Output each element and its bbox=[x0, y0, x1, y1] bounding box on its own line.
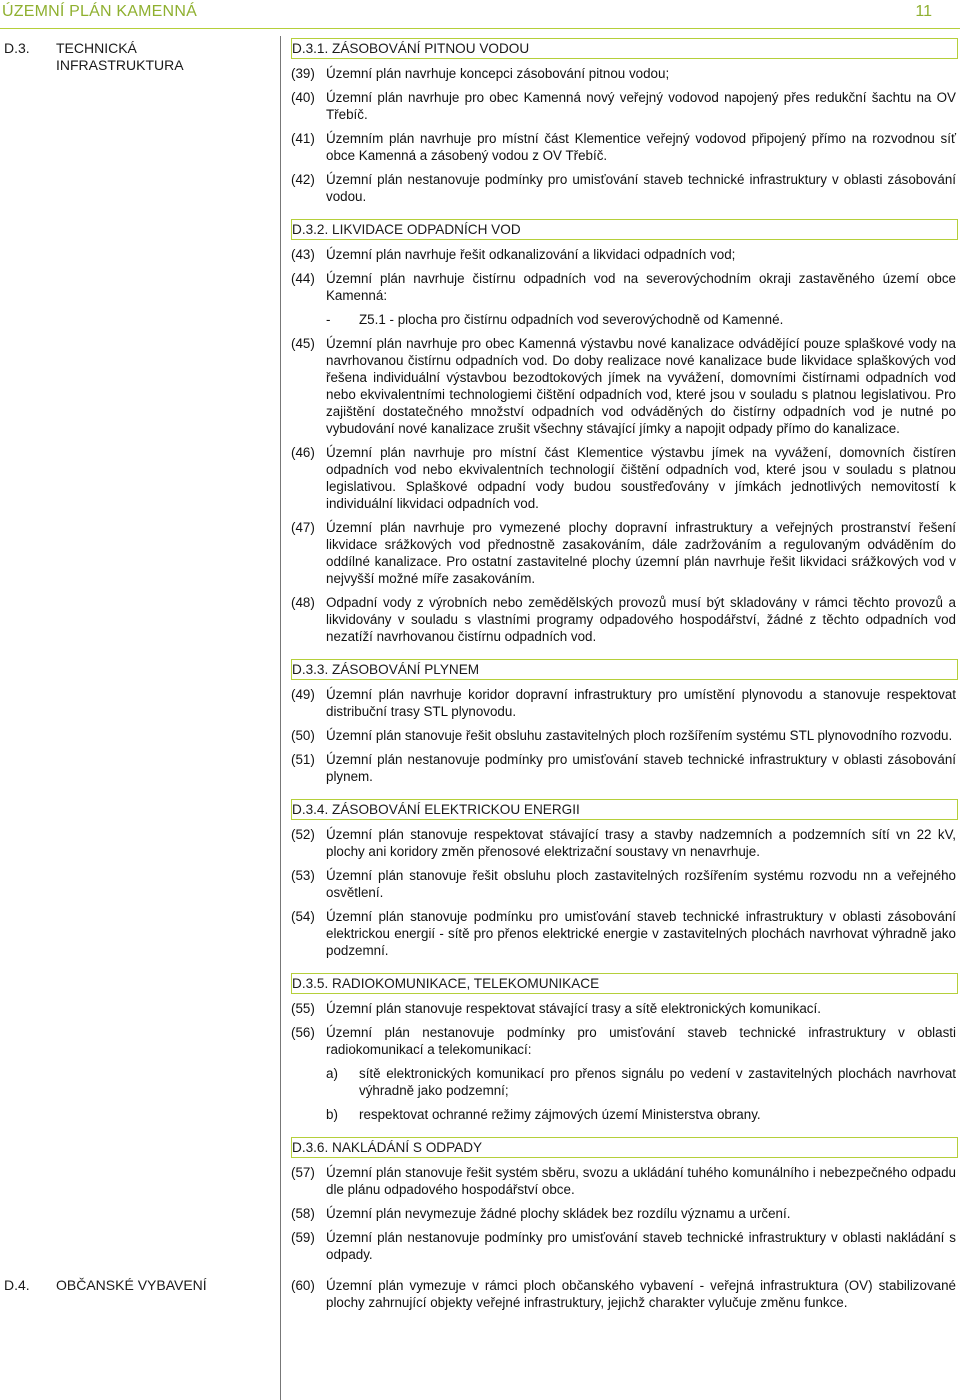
item-number: (52) bbox=[291, 827, 315, 842]
chapter-code: D.3. bbox=[4, 40, 30, 56]
side-chapter-d3 bbox=[4, 40, 266, 74]
item-number: (46) bbox=[291, 445, 315, 460]
item-text: Územním plán navrhuje pro místní část Klementice veřejný vodovod připojený přímo na rozvodnou síť obce Kamenná a zásobený vodou z OV Třebíč. bbox=[326, 131, 956, 163]
item-text: Územní plán navrhuje čistírnu odpadních vod na severovýchodním okraji zastavěného území obce Kamenná: bbox=[326, 271, 956, 303]
list-item bbox=[291, 1024, 956, 1058]
item-number: (49) bbox=[291, 687, 315, 702]
section-heading: D.3.5. RADIOKOMUNIKACE, TELEKOMUNIKACE bbox=[291, 973, 958, 994]
item-text: Územní plán navrhuje pro obec Kamenná nový veřejný vodovod napojený přes redukční šachtu na OV Třebíč. bbox=[326, 90, 956, 122]
item-text: Územní plán navrhuje pro obec Kamenná výstavbu nové kanalizace odvádějící pouze splaškové vody na navrhovanou čistírnu odpadních vod. Do doby realizace nové kanalizace bude likvidace splaškových vod řešena individuální výstavbou bezodtokových jímek na vyvážení, domovními čistírnami odpadních vod nebo ekvivalentními technologiemi čištění odpadních vod, které jsou v souladu s platnou legislativou. Pro zajištění dostatečného množství odpadních vod odváděných do čistírny odpadních vod je nutné po vybudování nové kanalizace zrušit všechny stávající jímky a napojit odpady přímo do kanalizace. bbox=[326, 336, 956, 436]
item-text: Územní plán navrhuje řešit odkanalizování a likvidaci odpadních vod; bbox=[326, 247, 736, 262]
sub-item-text: Z5.1 - plocha pro čistírnu odpadních vod severovýchodně od Kamenné. bbox=[359, 312, 784, 327]
item-text: Územní plán nestanovuje podmínky pro umisťování staveb technické infrastruktury v oblasti nakládání s odpady. bbox=[326, 1230, 956, 1262]
list-item bbox=[291, 1229, 956, 1263]
section-d33 bbox=[291, 659, 956, 785]
list-item bbox=[291, 1277, 956, 1311]
sub-item bbox=[326, 1065, 956, 1099]
sub-item bbox=[326, 1106, 956, 1123]
list-item bbox=[291, 171, 956, 205]
item-number: (39) bbox=[291, 66, 315, 81]
item-text: Územní plán nevymezuje žádné plochy skládek bez rozdílu významu a určení. bbox=[326, 1206, 791, 1221]
list-item bbox=[291, 867, 956, 901]
item-text: Územní plán stanovuje řešit obsluhu zastavitelných ploch rozšířením systému STL plynovodního rozvodu. bbox=[326, 728, 953, 743]
item-number: (57) bbox=[291, 1165, 315, 1180]
sub-item bbox=[326, 311, 956, 328]
item-number: (41) bbox=[291, 131, 315, 146]
list-item bbox=[291, 130, 956, 164]
item-text: Územní plán stanovuje řešit obsluhu ploch zastavitelných rozšířením systému rozvodu nn a veřejného osvětlení. bbox=[326, 868, 956, 900]
item-text: Územní plán navrhuje pro vymezené plochy dopravní infrastruktury a veřejných prostranství řešení likvidace srážkových vod přednostně zasakováním, dále zadržováním a regulovaným odváděním do oddílné kanalizace. Pro ostatní zastavitelné plochy územní plán navrhuje řešit likvidaci srážkových vod v nejvyšší možné míře zasakováním. bbox=[326, 520, 956, 586]
list-item bbox=[291, 246, 956, 263]
item-text: Územní plán stanovuje řešit systém sběru, svozu a ukládání tuhého komunálního i nebezpečného odpadu dle plánu odpadového hospodářství obce. bbox=[326, 1165, 956, 1197]
item-number: (45) bbox=[291, 336, 315, 351]
item-number: (54) bbox=[291, 909, 315, 924]
item-text: Územní plán nestanovuje podmínky pro umisťování staveb technické infrastruktury v oblasti zásobování plynem. bbox=[326, 752, 956, 784]
list-item bbox=[291, 65, 956, 82]
sub-item-marker: a) bbox=[326, 1066, 338, 1081]
item-text: Územní plán stanovuje respektovat stávající trasy a sítě elektronických komunikací. bbox=[326, 1001, 821, 1016]
section-heading: D.3.1. ZÁSOBOVÁNÍ PITNOU VODOU bbox=[291, 38, 958, 59]
list-item bbox=[291, 89, 956, 123]
page-header bbox=[0, 0, 960, 29]
item-number: (59) bbox=[291, 1230, 315, 1245]
sub-item-text: respektovat ochranné režimy zájmových území Ministerstva obrany. bbox=[359, 1107, 761, 1122]
list-item bbox=[291, 727, 956, 744]
sub-item-marker: b) bbox=[326, 1107, 338, 1122]
document-title: ÚZEMNÍ PLÁN KAMENNÁ bbox=[2, 3, 197, 20]
list-item bbox=[291, 1205, 956, 1222]
sub-item-marker: - bbox=[326, 312, 331, 327]
chapter-name: TECHNICKÁ INFRASTRUKTURA bbox=[56, 40, 184, 73]
side-chapter-d4 bbox=[4, 1277, 266, 1294]
item-number: (60) bbox=[291, 1278, 315, 1293]
item-text: Územní plán stanovuje respektovat stávající trasy a stavby nadzemních a podzemních sítí vn 22 kV, plochy ani koridory změn přenosové elektrizační soustavy vn nenavrhuje. bbox=[326, 827, 956, 859]
item-number: (55) bbox=[291, 1001, 315, 1016]
item-number: (44) bbox=[291, 271, 315, 286]
section-d4 bbox=[291, 1277, 956, 1311]
item-number: (51) bbox=[291, 752, 315, 767]
item-text: Územní plán nestanovuje podmínky pro umisťování staveb technické infrastruktury v oblasti radiokomunikací a telekomunikací: bbox=[326, 1025, 956, 1057]
section-d36 bbox=[291, 1137, 956, 1263]
item-number: (53) bbox=[291, 868, 315, 883]
list-item bbox=[291, 594, 956, 645]
list-item bbox=[291, 908, 956, 959]
chapter-code: D.4. bbox=[4, 1277, 30, 1293]
section-heading: D.3.3. ZÁSOBOVÁNÍ PLYNEM bbox=[291, 659, 958, 680]
item-number: (47) bbox=[291, 520, 315, 535]
section-d35 bbox=[291, 973, 956, 1123]
list-item bbox=[291, 1000, 956, 1017]
list-item bbox=[291, 444, 956, 512]
item-number: (42) bbox=[291, 172, 315, 187]
section-heading: D.3.2. LIKVIDACE ODPADNÍCH VOD bbox=[291, 219, 958, 240]
item-text: Územní plán navrhuje pro místní část Klementice výstavbu jímek na vyvážení, domovních čistíren odpadních vod nebo ekvivalentních technologií čištění odpadních vod, které jsou v souladu s platnou legislativou. Splaškové odpadní vody budou soustřeďovány v jímkách jednotlivých nemovitostí k individuální likvidaci odpadních vod. bbox=[326, 445, 956, 511]
item-text: Územní plán stanovuje podmínku pro umisťování staveb technické infrastruktury v oblasti zásobování elektrickou energií - sítě pro přenos elektrické energie v zastavitelných plochách navrhovat výhradně jako podzemní. bbox=[326, 909, 956, 958]
item-number: (50) bbox=[291, 728, 315, 743]
section-heading: D.3.6. NAKLÁDÁNÍ S ODPADY bbox=[291, 1137, 958, 1158]
section-d31 bbox=[291, 38, 956, 205]
item-number: (56) bbox=[291, 1025, 315, 1040]
chapter-name: OBČANSKÉ VYBAVENÍ bbox=[56, 1277, 207, 1293]
section-d34 bbox=[291, 799, 956, 959]
item-text: Územní plán navrhuje koncepci zásobování pitnou vodou; bbox=[326, 66, 670, 81]
list-item bbox=[291, 270, 956, 304]
section-d32 bbox=[291, 219, 956, 645]
list-item bbox=[291, 1164, 956, 1198]
item-number: (43) bbox=[291, 247, 315, 262]
item-number: (48) bbox=[291, 595, 315, 610]
list-item bbox=[291, 519, 956, 587]
page-number: 11 bbox=[915, 3, 932, 20]
item-number: (58) bbox=[291, 1206, 315, 1221]
list-item bbox=[291, 686, 956, 720]
column-divider bbox=[280, 36, 281, 1400]
list-item bbox=[291, 826, 956, 860]
item-text: Územní plán vymezuje v rámci ploch občanského vybavení - veřejná infrastruktura (OV) stabilizované plochy zahrnující objekty veřejné infrastruktury, jejichž charakter vylučuje změnu funkce. bbox=[326, 1278, 956, 1310]
section-heading: D.3.4. ZÁSOBOVÁNÍ ELEKTRICKOU ENERGII bbox=[291, 799, 958, 820]
item-text: Územní plán navrhuje koridor dopravní infrastruktury pro umístění plynovodu a stanovuje respektovat distribuční trasy STL plynovodu. bbox=[326, 687, 956, 719]
list-item bbox=[291, 335, 956, 437]
list-item bbox=[291, 751, 956, 785]
item-text: Odpadní vody z výrobních nebo zemědělských provozů musí být skladovány v rámci těchto provozů a likvidovány v souladu s vlastními programy odpadového hospodářství, žádné z těchto odpadních vod nezatíží navrhovanou čistírnu odpadních vod. bbox=[326, 595, 956, 644]
main-content bbox=[291, 38, 956, 1325]
item-number: (40) bbox=[291, 90, 315, 105]
item-text: Územní plán nestanovuje podmínky pro umisťování staveb technické infrastruktury v oblasti zásobování vodou. bbox=[326, 172, 956, 204]
sub-item-text: sítě elektronických komunikací pro přenos signálu po vedení v zastavitelných plochách navrhovat výhradně jako podzemní; bbox=[359, 1066, 956, 1098]
